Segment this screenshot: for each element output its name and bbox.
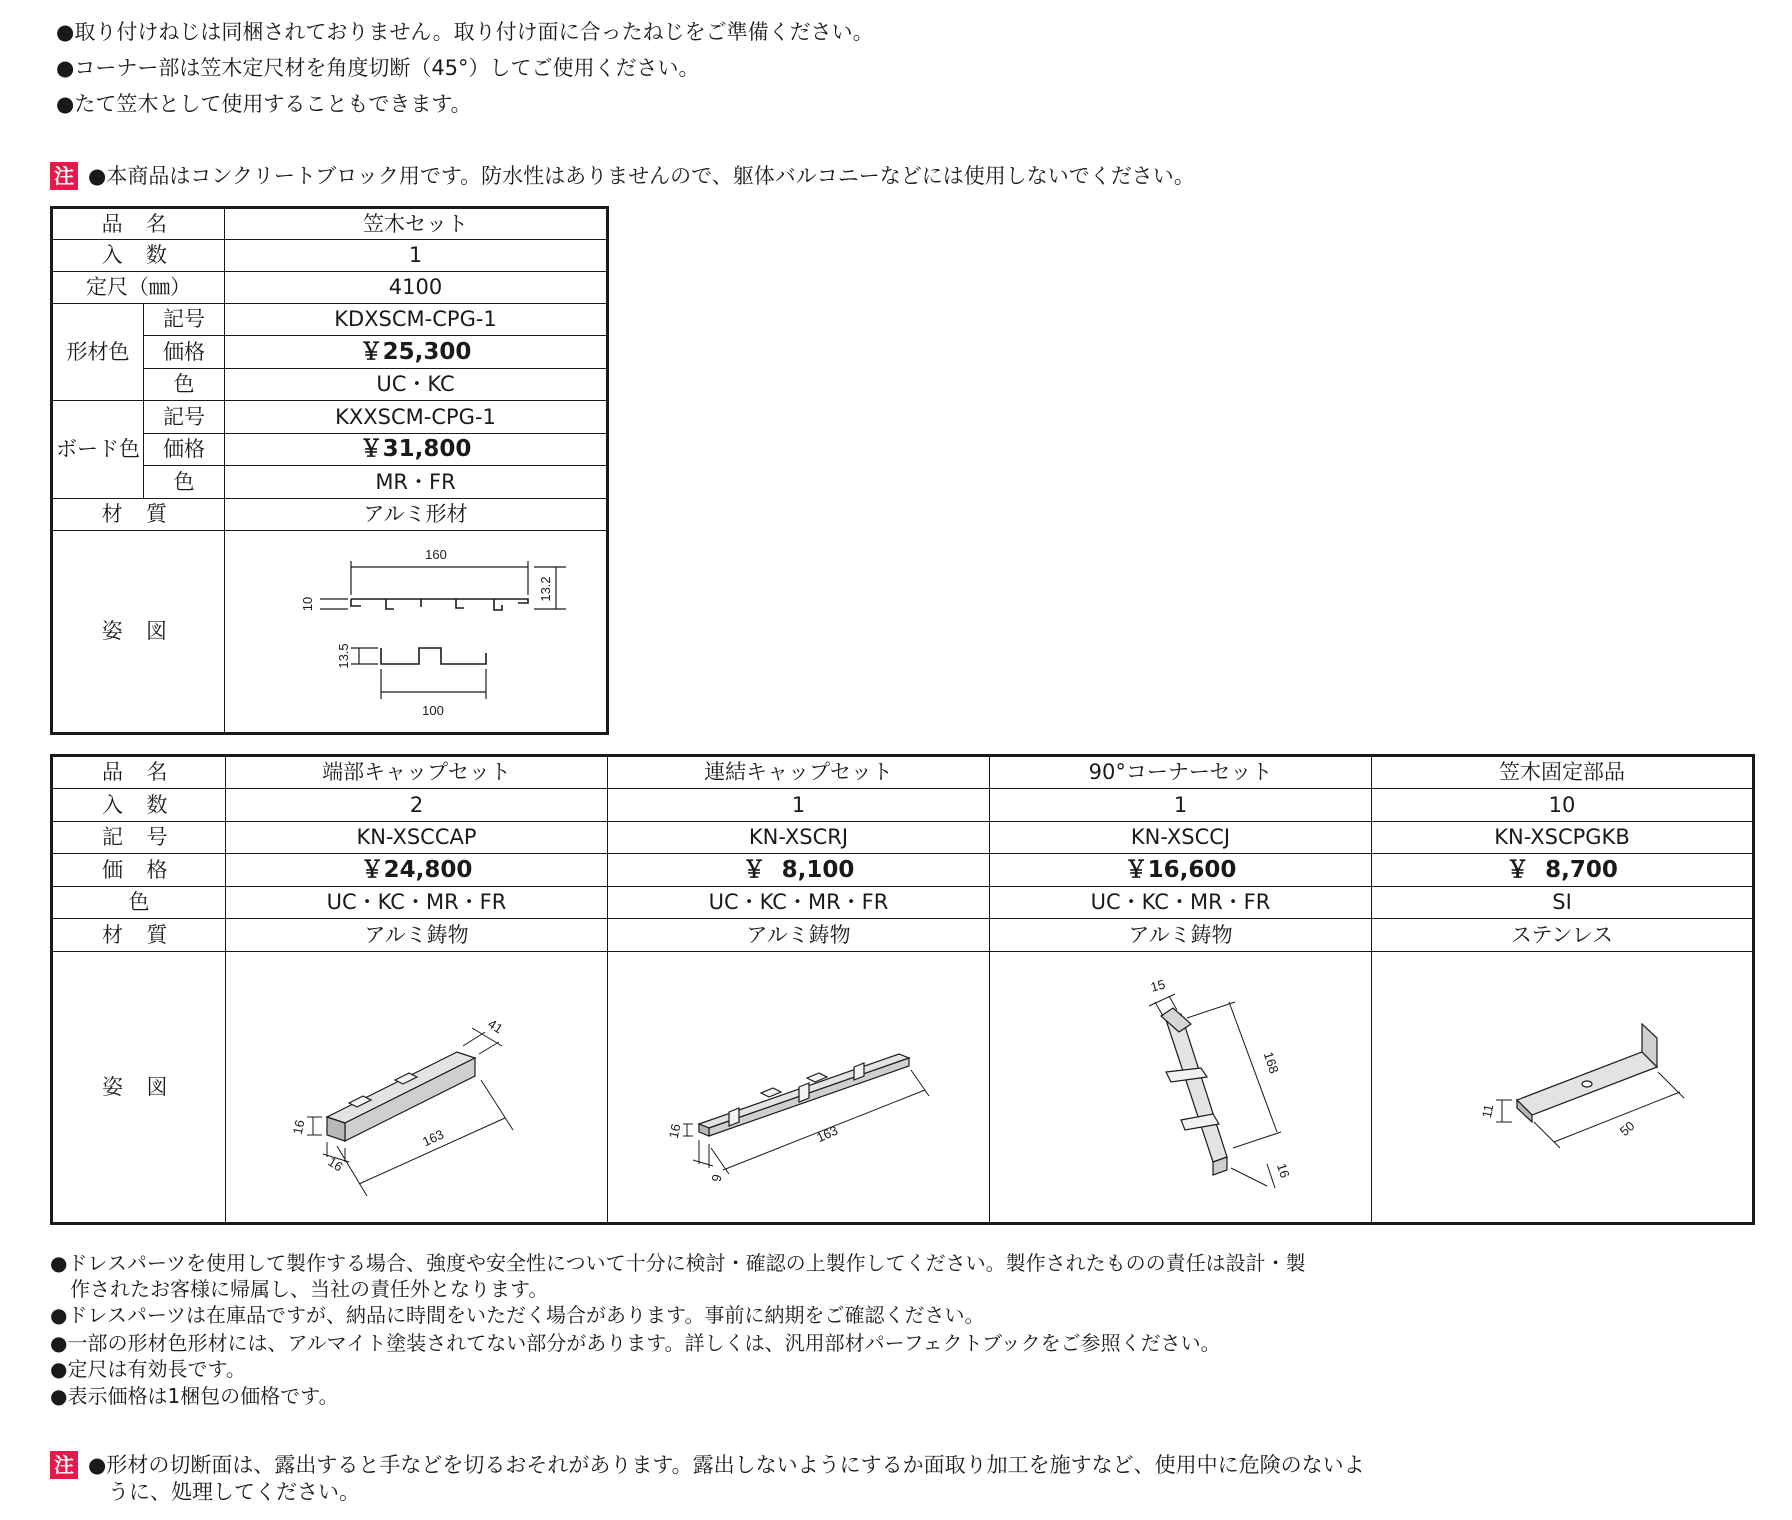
part-code: KN-XSCCAP [226, 822, 608, 854]
kasagi-set-table [50, 206, 609, 735]
dim-inner-height: 13.5 [335, 642, 351, 669]
bottom-note-6: ●表示価格は1梱包の価格です。 [50, 1384, 339, 1408]
product-name: 笠木セット [225, 208, 608, 240]
figure-joint-cap [608, 952, 990, 1224]
top-note-2: ●コーナー部は笠木定尺材を角度切断（45°）してご使用ください。 [56, 56, 700, 80]
end-cap-drawing [267, 972, 567, 1202]
dim: 16 [665, 1122, 683, 1140]
bottom-note-1: ●ドレスパーツを使用して製作する場合、強度や安全性について十分に検討・確認の上製作してください。製作されたものの責任は設計・製 [50, 1251, 1306, 1275]
part-price: ￥ 8,700 [1372, 854, 1754, 887]
dim-height: 13.2 [537, 575, 553, 602]
label-board-color: ボード色 [52, 401, 144, 499]
part-material: ステンレス [1372, 919, 1754, 952]
part-code: KN-XSCPGKB [1372, 822, 1754, 854]
bottom-note-3: ●ドレスパーツは在庫品ですが、納品に時間をいただく場合があります。事前に納期をご確認ください。 [50, 1303, 985, 1327]
fixing-part-drawing [1412, 972, 1712, 1202]
label-color: 色 [144, 466, 225, 499]
label-price: 価 格 [52, 854, 226, 887]
part-price: ￥24,800 [226, 854, 608, 887]
dim: 50 [1616, 1118, 1638, 1139]
part-material: アルミ鋳物 [990, 919, 1372, 952]
corner-set-drawing [1031, 972, 1331, 1202]
dim: 9 [708, 1172, 725, 1184]
dim: 16 [289, 1118, 307, 1136]
bottom-note-5: ●定尺は有効長です。 [50, 1357, 246, 1381]
part-material: アルミ鋳物 [226, 919, 608, 952]
part-code: KN-XSCCJ [990, 822, 1372, 854]
label-length: 定尺（㎜） [52, 272, 225, 304]
part-color: UC・KC・MR・FR [608, 887, 990, 919]
parts-table [50, 754, 1755, 1225]
dim: 163 [813, 1122, 840, 1146]
frame-code: KDXSCM-CPG-1 [225, 304, 608, 336]
kasagi-profile-drawing [266, 537, 566, 727]
label-frame-color: 形材色 [52, 304, 144, 401]
dim: 163 [419, 1126, 446, 1150]
part-qty: 10 [1372, 789, 1754, 822]
label-qty: 入 数 [52, 240, 225, 272]
dim: 16 [324, 1153, 346, 1175]
part-material: アルミ鋳物 [608, 919, 990, 952]
part-name: 90°コーナーセット [990, 756, 1372, 789]
dim: 41 [484, 1015, 506, 1037]
label-material: 材 質 [52, 919, 226, 952]
part-qty: 1 [990, 789, 1372, 822]
part-name: 端部キャップセット [226, 756, 608, 789]
label-code: 記号 [144, 401, 225, 434]
warning-badge: 注 [50, 1451, 78, 1479]
figure-end-cap [226, 952, 608, 1224]
material: アルミ形材 [225, 499, 608, 531]
part-color: UC・KC・MR・FR [226, 887, 608, 919]
label-figure: 姿 図 [52, 531, 225, 734]
part-name: 連結キャップセット [608, 756, 990, 789]
part-price: ￥ 8,100 [608, 854, 990, 887]
part-price: ￥16,600 [990, 854, 1372, 887]
label-name: 品 名 [52, 208, 225, 240]
warning-bottom-line-1: ●形材の切断面は、露出すると手などを切るおそれがあります。露出しないようにするか面取り加工を施すなど、使用中に危険のないよ [88, 1453, 1365, 1477]
part-qty: 1 [608, 789, 990, 822]
warning-bottom-line-2: うに、処理してください。 [108, 1480, 360, 1504]
product-length: 4100 [225, 272, 608, 304]
label-color: 色 [144, 369, 225, 401]
label-figure: 姿 図 [52, 952, 226, 1224]
figure-kasagi-profile [225, 531, 608, 734]
dim-width: 160 [424, 546, 447, 562]
figure-corner-set [990, 952, 1372, 1224]
part-color: UC・KC・MR・FR [990, 887, 1372, 919]
part-color: SI [1372, 887, 1754, 919]
label-code: 記 号 [52, 822, 226, 854]
figure-fixing-part [1372, 952, 1754, 1224]
label-price: 価格 [144, 336, 225, 369]
dim: 15 [1148, 976, 1167, 995]
label-color: 色 [52, 887, 226, 919]
product-qty: 1 [225, 240, 608, 272]
label-name: 品 名 [52, 756, 226, 789]
dim: 16 [1273, 1161, 1293, 1180]
bottom-note-4: ●一部の形材色形材には、アルマイト塗装されてない部分があります。詳しくは、汎用部材パーフェクトブックをご参照ください。 [50, 1331, 1221, 1355]
label-price: 価格 [144, 434, 225, 466]
part-code: KN-XSCRJ [608, 822, 990, 854]
joint-cap-drawing [649, 972, 949, 1202]
dim: 168 [1260, 1049, 1282, 1076]
warning-badge: 注 [50, 162, 78, 190]
label-material: 材 質 [52, 499, 225, 531]
label-qty: 入 数 [52, 789, 226, 822]
top-note-3: ●たて笠木として使用することもできます。 [56, 92, 472, 116]
bottom-note-2: 作されたお客様に帰属し、当社の責任外となります。 [50, 1277, 549, 1301]
frame-price: ￥25,300 [225, 336, 608, 369]
dim-lip: 10 [299, 596, 315, 611]
label-code: 記号 [144, 304, 225, 336]
frame-color: UC・KC [225, 369, 608, 401]
dim: 11 [1478, 1102, 1497, 1120]
warning-top-text: ●本商品はコンクリートブロック用です。防水性はありませんので、躯体バルコニーなどには使用しないでください。 [88, 164, 1195, 188]
part-qty: 2 [226, 789, 608, 822]
top-note-1: ●取り付けねじは同梱されておりません。取り付け面に合ったねじをご準備ください。 [56, 20, 874, 44]
board-code: KXXSCM-CPG-1 [225, 401, 608, 434]
board-price: ￥31,800 [225, 434, 608, 466]
part-name: 笠木固定部品 [1372, 756, 1754, 789]
dim-inner-width: 100 [421, 702, 444, 718]
board-color: MR・FR [225, 466, 608, 499]
